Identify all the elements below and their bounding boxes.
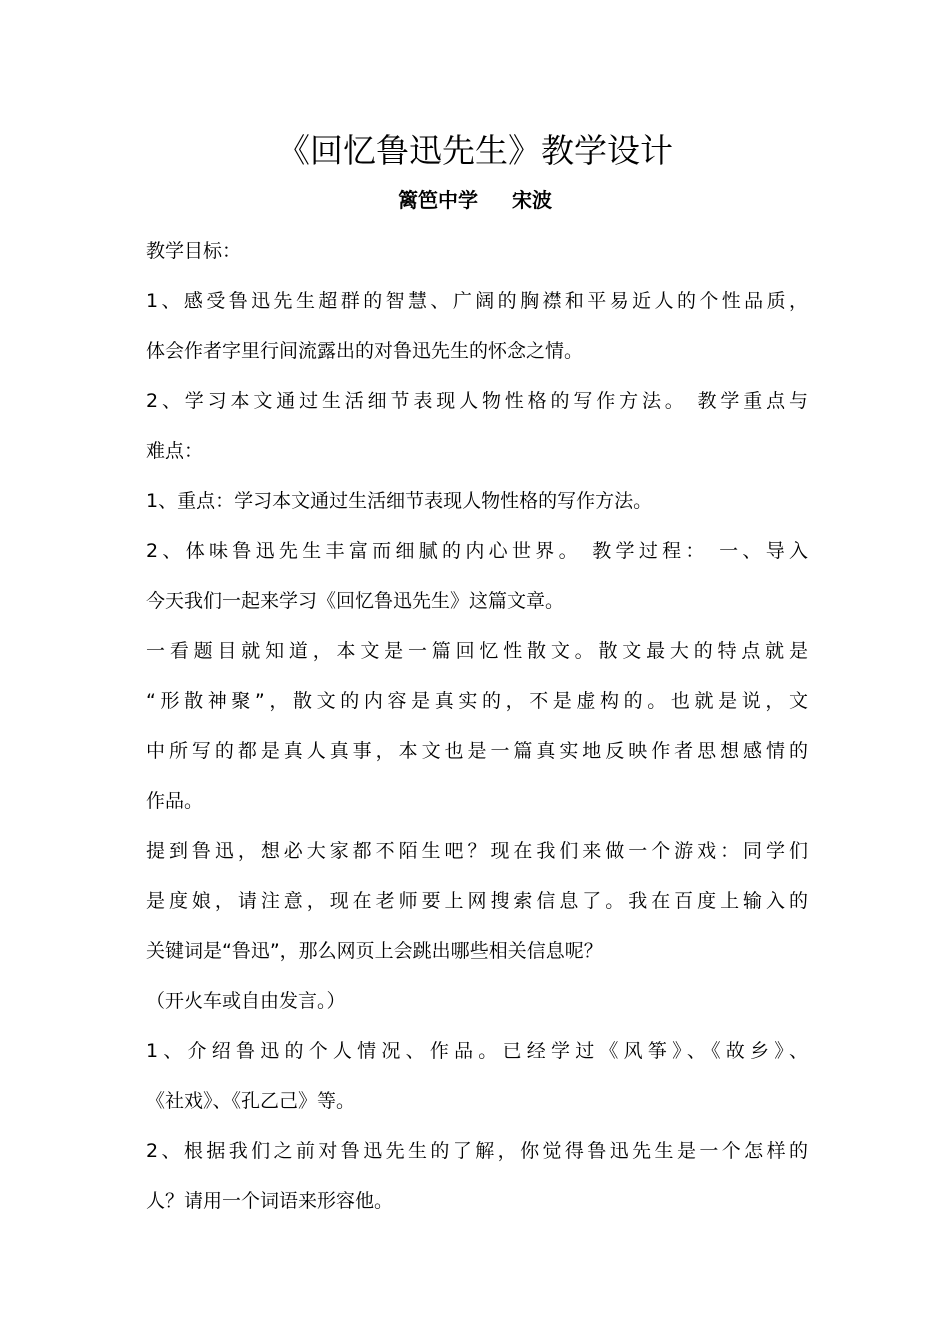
paragraph-line: 今天我们一起来学习《回忆鲁迅先生》这篇文章。 bbox=[146, 590, 565, 612]
paragraph-line: 1、重点：学习本文通过生活细节表现人物性格的写作方法。 bbox=[146, 490, 653, 512]
paragraph-line: 教学目标： bbox=[146, 240, 242, 262]
document-title: 《回忆鲁迅先生》教学设计 bbox=[277, 131, 673, 170]
paragraph-line: 《社戏》、《孔乙己》等。 bbox=[146, 1090, 356, 1112]
paragraph-line: 作品。 bbox=[146, 790, 204, 812]
paragraph-line: 2、学习本文通过生活细节表现人物性格的写作方法。 教学重点与 bbox=[146, 390, 808, 412]
document-byline bbox=[0, 184, 950, 216]
author-name: 宋波 bbox=[512, 188, 552, 212]
paragraph-line: 提到鲁迅，想必大家都不陌生吧？现在我们来做一个游戏：同学们 bbox=[146, 840, 808, 862]
document-body bbox=[146, 226, 808, 1226]
paragraph-line: 中所写的都是真人真事，本文也是一篇真实地反映作者思想感情的 bbox=[146, 740, 808, 762]
school-name: 篱笆中学 bbox=[398, 188, 478, 212]
paragraph-line: 2、体味鲁迅先生丰富而细腻的内心世界。 教学过程： 一、导入 bbox=[146, 540, 808, 562]
paragraph-line: “形散神聚”，散文的内容是真实的，不是虚构的。也就是说，文 bbox=[146, 690, 808, 712]
paragraph-line: 难点： bbox=[146, 440, 204, 462]
paragraph-line: 2、根据我们之前对鲁迅先生的了解，你觉得鲁迅先生是一个怎样的 bbox=[146, 1140, 808, 1162]
paragraph-line: （开火车或自由发言。） bbox=[146, 990, 346, 1012]
paragraph-line: 体会作者字里行间流露出的对鲁迅先生的怀念之情。 bbox=[146, 340, 584, 362]
paragraph-line: 是度娘，请注意，现在老师要上网搜索信息了。我在百度上输入的 bbox=[146, 890, 808, 912]
paragraph-line: 关键词是“鲁迅”，那么网页上会跳出哪些相关信息呢？ bbox=[146, 940, 603, 962]
paragraph-line: 1、介绍鲁迅的个人情况、作品。已经学过《风筝》、《故乡》、 bbox=[146, 1040, 808, 1062]
paragraph-line: 一看题目就知道，本文是一篇回忆性散文。散文最大的特点就是 bbox=[146, 640, 808, 662]
paragraph-line: 1、感受鲁迅先生超群的智慧、广阔的胸襟和平易近人的个性品质， bbox=[146, 290, 808, 312]
paragraph-line: 人？请用一个词语来形容他。 bbox=[146, 1190, 394, 1212]
